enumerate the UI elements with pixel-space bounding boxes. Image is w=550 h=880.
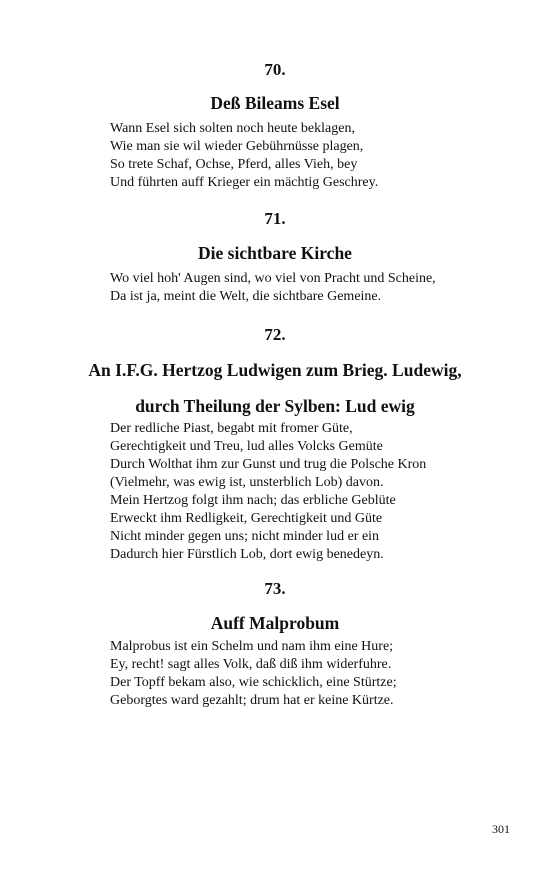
poem-number: 71. <box>264 209 286 228</box>
poem-number: 70. <box>264 60 286 79</box>
verse-line: Wo viel hoh' Augen sind, wo viel von Pracht und Scheine, <box>110 271 436 286</box>
poem-number: 72. <box>264 325 286 344</box>
verse-line: Der Topff bekam also, wie schicklich, eine Stürtze; <box>110 675 397 690</box>
poem-text <box>110 270 530 306</box>
verse-line: Durch Wolthat ihm zur Gunst und trug die Polsche Kron <box>110 457 427 472</box>
verse-line: Ey, recht! sagt alles Volk, daß diß ihm widerfuhre. <box>110 657 392 672</box>
verse-line: So trete Schaf, Ochse, Pferd, alles Vieh, bey <box>110 157 358 172</box>
poem-text <box>110 638 530 710</box>
page-number: 301 <box>492 822 510 836</box>
verse-line: Erweckt ihm Redligkeit, Gerechtigkeit und Güte <box>110 511 383 526</box>
poem-number: 73. <box>264 579 286 598</box>
verse-line: Mein Hertzog folgt ihm nach; das erbliche Geblüte <box>110 493 396 508</box>
verse-line: Dadurch hier Fürstlich Lob, dort ewig benedeyn. <box>110 547 384 562</box>
verse-line: (Vielmehr, was ewig ist, unsterblich Lob) davon. <box>110 475 384 490</box>
verse-line: Nicht minder gegen uns; nicht minder lud er ein <box>110 529 380 544</box>
poem-text <box>110 420 530 564</box>
poem-title-continued: durch Theilung der Sylben: Lud ewig <box>135 396 415 416</box>
verse-line: Da ist ja, meint die Welt, die sichtbare Gemeine. <box>110 289 382 304</box>
poem-title: Deß Bileams Esel <box>210 93 340 113</box>
verse-line: Der redliche Piast, begabt mit fromer Güte, <box>110 421 353 436</box>
poem-title: Die sichtbare Kirche <box>198 243 352 263</box>
verse-line: Gerechtigkeit und Treu, lud alles Volcks Gemüte <box>110 439 383 454</box>
verse-line: Und führten auff Krieger ein mächtig Geschrey. <box>110 175 379 190</box>
poem-title: An I.F.G. Hertzog Ludwigen zum Brieg. Ludewig, <box>88 360 462 380</box>
verse-line: Malprobus ist ein Schelm und nam ihm eine Hure; <box>110 639 394 654</box>
poem-text <box>110 120 530 192</box>
poem-title: Auff Malprobum <box>210 613 340 633</box>
verse-line: Geborgtes ward gezahlt; drum hat er keine Kürtze. <box>110 693 394 708</box>
verse-line: Wie man sie wil wieder Gebührnüsse plagen, <box>110 139 364 154</box>
verse-line: Wann Esel sich solten noch heute beklagen, <box>110 121 355 136</box>
